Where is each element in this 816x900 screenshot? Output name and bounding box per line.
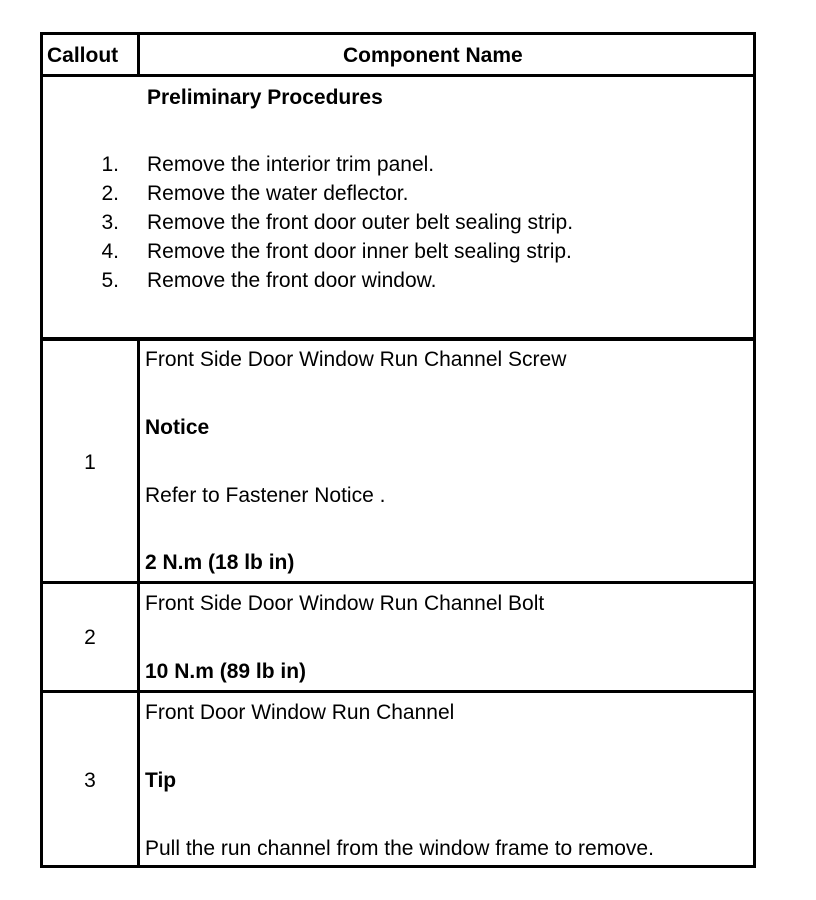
torque-spec: 10 N.m (89 lb in) xyxy=(145,660,307,683)
callout-number: 1 xyxy=(84,451,96,474)
step-number: 4. xyxy=(101,240,119,263)
step-text: Remove the front door outer belt sealing strip. xyxy=(147,211,574,234)
step-text: Remove the interior trim panel. xyxy=(147,153,435,176)
callout-number: 2 xyxy=(84,626,96,649)
step-text: Remove the front door inner belt sealing strip. xyxy=(147,240,572,263)
component-name: Front Door Window Run Channel xyxy=(145,701,455,724)
step-number: 1. xyxy=(101,153,119,176)
component-name: Front Side Door Window Run Channel Screw xyxy=(145,348,567,371)
step-text: Remove the water deflector. xyxy=(147,182,409,205)
callout-number: 3 xyxy=(84,769,96,792)
notice-text: Refer to Fastener Notice . xyxy=(145,484,386,507)
header-divider xyxy=(137,35,140,76)
step-number: 3. xyxy=(101,211,119,234)
tip-text: Pull the run channel from the window frame to remove. xyxy=(145,837,654,860)
header-component-name: Component Name xyxy=(343,44,523,67)
component-table xyxy=(40,32,756,868)
row-divider xyxy=(43,74,753,77)
torque-spec: 2 N.m (18 lb in) xyxy=(145,551,295,574)
row-divider xyxy=(43,581,753,584)
header-callout: Callout xyxy=(47,44,119,67)
notice-label: Notice xyxy=(145,416,210,439)
tip-label: Tip xyxy=(145,769,177,792)
callout-column-divider xyxy=(137,337,140,865)
row-divider xyxy=(43,337,753,341)
preliminary-title: Preliminary Procedures xyxy=(147,86,383,109)
step-text: Remove the front door window. xyxy=(147,269,437,292)
component-name: Front Side Door Window Run Channel Bolt xyxy=(145,592,545,615)
step-number: 5. xyxy=(101,269,119,292)
row-divider xyxy=(43,690,753,693)
step-number: 2. xyxy=(101,182,119,205)
